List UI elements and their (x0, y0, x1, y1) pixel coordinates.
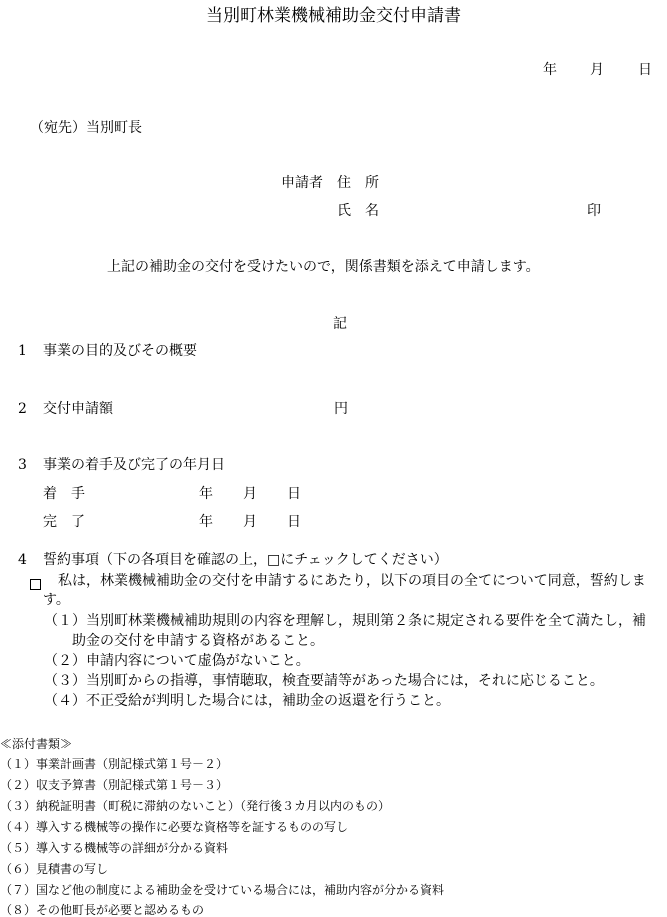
address-label: 住 所 (337, 175, 379, 191)
end-day-label: 日 (287, 514, 301, 530)
attachment-item: （７）国など他の制度による補助金を受けている場合には，補助内容が分かる資料 (0, 883, 445, 897)
attachment-item: （３）納税証明書（町税に滞納のないこと）（発行後３カ月以内のもの） (0, 799, 391, 813)
item2-label: 交付申請額 (43, 401, 113, 417)
start-date-label: 着 手 (43, 486, 85, 502)
date-day-label: 日 (638, 62, 652, 78)
start-month-label: 月 (243, 486, 257, 502)
intro-sentence: 上記の補助金の交付を受けたいので，関係書類を添えて申請します。 (107, 259, 540, 275)
item4-label: 誓約事項（下の各項目を確認の上，□にチェックしてください） (43, 552, 448, 568)
item2-number: 2 (18, 401, 27, 417)
pledge-condition-4: （４）不正受給が判明した場合には，補助金の返還を行うこと。 (44, 693, 450, 709)
item3-number: 3 (18, 457, 27, 473)
date-year-label: 年 (543, 62, 557, 78)
item3-label: 事業の着手及び完了の年月日 (43, 457, 225, 473)
addressee: （宛先）当別町長 (30, 120, 142, 136)
pledge-condition-1-line2: 助金の交付を申請する資格があること。 (72, 633, 324, 649)
pledge-text-line1: 私は，林業機械補助金の交付を申請するにあたり，以下の項目の全てについて同意，誓約しま (58, 573, 646, 589)
checkbox-square-icon[interactable] (30, 579, 41, 590)
item2-unit: 円 (334, 401, 348, 417)
attachment-item: （８）その他町長が必要と認めるもの (0, 903, 205, 917)
attachment-item: （２）収支予算書（別記様式第１号－３） (0, 778, 229, 792)
pledge-condition-1-line1: （１）当別町林業機械補助規則の内容を理解し，規則第２条に規定される要件を全て満たし，補 (44, 613, 646, 629)
pledge-text-line2: す。 (43, 592, 70, 608)
seal-mark: 印 (587, 203, 601, 219)
start-day-label: 日 (287, 486, 301, 502)
applicant-label: 申請者 (281, 175, 323, 191)
end-month-label: 月 (243, 514, 257, 530)
attachment-item: （６）見積書の写し (0, 862, 109, 876)
pledge-checkbox[interactable] (30, 574, 43, 587)
ki-heading: 記 (333, 316, 347, 332)
attachment-item: （１）事業計画書（別記様式第１号－２） (0, 757, 229, 771)
start-year-label: 年 (199, 486, 213, 502)
name-label: 氏 名 (337, 203, 379, 219)
pledge-condition-2: （２）申請内容について虚偽がないこと。 (44, 653, 310, 669)
item1-number: 1 (18, 343, 27, 359)
attachment-item: （４）導入する機械等の操作に必要な資格等を証するものの写し (0, 820, 349, 834)
date-month-label: 月 (590, 62, 604, 78)
item1-label: 事業の目的及びその概要 (43, 343, 197, 359)
item4-number: 4 (18, 552, 27, 568)
pledge-condition-3: （３）当別町からの指導，事情聴取，検査要請等があった場合には，それに応じること。 (44, 673, 604, 689)
end-year-label: 年 (199, 514, 213, 530)
end-date-label: 完 了 (43, 514, 85, 530)
attachment-item: （５）導入する機械等の詳細が分かる資料 (0, 841, 229, 855)
attachments-header: ≪添付書類≫ (0, 737, 73, 751)
document-title: 当別町林業機械補助金交付申請書 (206, 6, 461, 26)
